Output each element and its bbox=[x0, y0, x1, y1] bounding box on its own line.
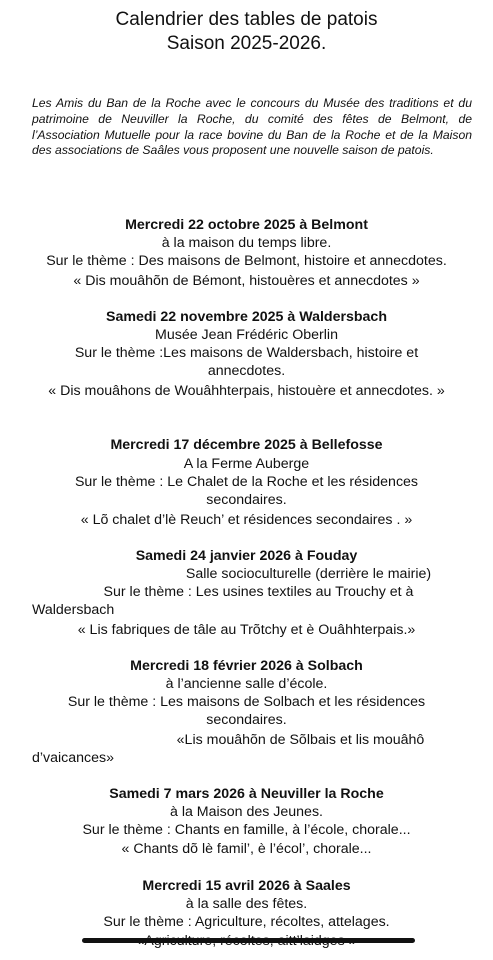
event-4-line-2: Sur le thème : Les usines textiles au Trouchy et à bbox=[103, 584, 414, 600]
event-2-line-2: Sur le thème :Les maisons de Waldersbach, histoire et bbox=[74, 345, 419, 361]
event-7-date: Mercredi 15 avril 2026 à Saales bbox=[142, 878, 351, 894]
scroll-indicator[interactable] bbox=[82, 938, 415, 943]
event-5-date: Mercredi 18 février 2026 à Solbach bbox=[130, 658, 363, 674]
event-1-line-3: « Dis mouâhõn de Bémont, histouères et annecdotes » bbox=[73, 273, 420, 289]
event-5-line-2: Sur le thème : Les maisons de Solbach et les résidences bbox=[67, 694, 426, 710]
event-6-line-3: « Chants dõ lè famil’, è l’écol’, chorale... bbox=[121, 841, 372, 857]
event-3-line-3: secondaires. bbox=[206, 492, 287, 508]
event-2-line-4: « Dis mouâhons de Wouâhhterpais, histouère et annecdotes. » bbox=[48, 383, 445, 399]
event-2-line-1: Musée Jean Frédéric Oberlin bbox=[155, 327, 338, 343]
event-4-line-1: Salle socioculturelle (derrière le mairie) bbox=[185, 566, 432, 582]
event-5-line-3: secondaires. bbox=[206, 712, 287, 728]
event-1-line-1: à la maison du temps libre. bbox=[161, 235, 332, 251]
event-6-date: Samedi 7 mars 2026 à Neuviller la Roche bbox=[109, 786, 384, 802]
event-1-date: Mercredi 22 octobre 2025 à Belmont bbox=[125, 217, 368, 233]
event-4-line-3: Waldersbach bbox=[32, 602, 115, 618]
event-3-line-4: « Lõ chalet d’lè Reuch’ et résidences secondaires . » bbox=[80, 512, 413, 528]
event-2-line-3: annecdotes. bbox=[207, 363, 286, 379]
event-5-line-5: d’vaicances» bbox=[32, 750, 115, 766]
intro-paragraph: Les Amis du Ban de la Roche avec le concours du Musée des traditions et du patrimoine de Neuviller la Roche, du comité des fêtes de Belmont, de l’Association Mutuelle pour la race bovine du Ban de la Roche et de la Maison des associations de Saâles vous proposent une nouvelle saison de patois. bbox=[32, 96, 472, 158]
event-7-line-1: à la salle des fêtes. bbox=[185, 896, 308, 912]
page-title-line-2: Saison 2025-2026. bbox=[166, 33, 327, 54]
event-6-line-1: à la Maison des Jeunes. bbox=[169, 804, 323, 820]
event-5-line-4: «Lis mouâhõn de Sõlbais et lis mouâhô bbox=[176, 732, 425, 748]
page-title-line-1: Calendrier des tables de patois bbox=[115, 9, 378, 30]
event-5-line-1: à l’ancienne salle d’école. bbox=[165, 676, 328, 692]
event-1-line-2: Sur le thème : Des maisons de Belmont, histoire et annecdotes. bbox=[46, 253, 447, 269]
event-6-line-2: Sur le thème : Chants en famille, à l’école, chorale... bbox=[82, 822, 411, 838]
event-3-line-2: Sur le thème : Le Chalet de la Roche et les résidences bbox=[74, 474, 419, 490]
event-7-line-2: Sur le thème : Agriculture, récoltes, attelages. bbox=[103, 914, 390, 930]
event-3-line-1: A la Ferme Auberge bbox=[183, 456, 310, 472]
event-3-date: Mercredi 17 décembre 2025 à Bellefosse bbox=[110, 437, 383, 453]
event-4-line-4: « Lis fabriques de tâle au Trõtchy et è Ouâhhterpais.» bbox=[77, 622, 416, 638]
event-2-date: Samedi 22 novembre 2025 à Waldersbach bbox=[106, 309, 387, 325]
event-4-date: Samedi 24 janvier 2026 à Fouday bbox=[135, 548, 358, 564]
